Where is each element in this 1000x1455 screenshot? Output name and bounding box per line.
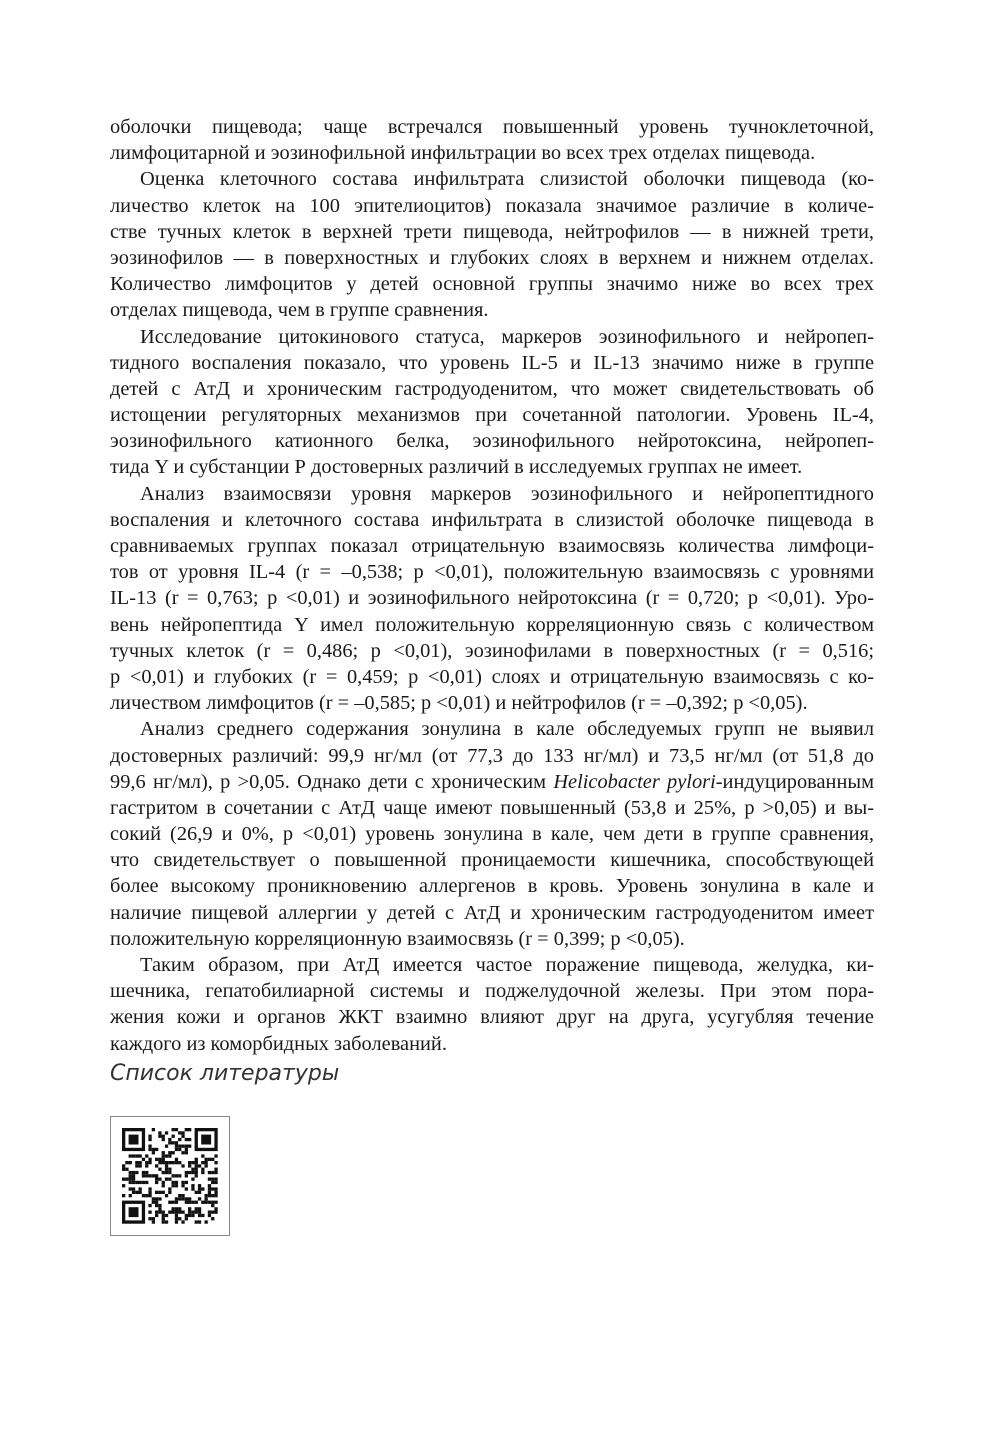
text-line: отделах пищевода, чем в группе сравнения. xyxy=(110,299,489,322)
qr-code-graphic xyxy=(111,1117,229,1235)
text-line: Таким образом, при АтД имеется частое поражение пищевода, желудка, ки- xyxy=(140,954,874,976)
text-line: эозинофильного катионного белка, эозинофильного нейротоксина, нейропеп- xyxy=(110,430,874,453)
text-line: тида Y и субстанции Р достоверных различий в исследуемых группах не имеет. xyxy=(110,456,803,479)
paragraph-3 xyxy=(110,324,874,481)
text-line: IL-13 (r = 0,763; p <0,01) и эозинофильного нейротоксина (r = 0,720; p <0,01). Уро- xyxy=(110,587,874,610)
text-line: Исследование цитокинового статуса, маркеров эозинофильного и нейропеп- xyxy=(140,325,874,348)
body-text xyxy=(110,114,874,1057)
text-line: p <0,01) и глубоких (r = 0,459; p <0,01) слоях и отрицательную взаимосвязь с ко- xyxy=(110,665,874,688)
text-line: истощении регуляторных механизмов при сочетанной патологии. Уровень IL-4, xyxy=(110,404,874,427)
text-line: достоверных различий: 99,9 нг/мл (от 77,3 до 133 нг/мл) и 73,5 нг/мл (от 51,8 до xyxy=(110,744,874,767)
text-line: жения кожи и органов ЖКТ взаимно влияют друг на друга, усугубляя течение xyxy=(110,1006,874,1029)
paragraph-2 xyxy=(110,166,874,323)
text-line: Количество лимфоцитов у детей основной группы значимо ниже во всех трех xyxy=(110,273,874,296)
text-line: каждого из коморбидных заболеваний. xyxy=(110,1032,447,1055)
text-segment: -индуцированным xyxy=(715,770,874,793)
text-line: стве тучных клеток в верхней трети пищевода, нейтрофилов — в нижней трети, xyxy=(110,220,874,243)
text-line: тов от уровня IL-4 (r = –0,538; p <0,01), положительную взаимосвязь с уровнями xyxy=(110,561,874,584)
text-line: тучных клеток (r = 0,486; p <0,01), эозинофилами в поверхностных (r = 0,516; xyxy=(110,639,874,662)
text-line: личеством лимфоцитов (r = –0,585; p <0,01) и нейтрофилов (r = –0,392; p <0,05). xyxy=(110,692,808,715)
text-line: более высокому проникновению аллергенов в кровь. Уровень зонулина в кале и xyxy=(110,875,874,898)
references-heading: Список литературы xyxy=(110,1061,340,1086)
text-line: гастритом в сочетании с АтД чаще имеют повышенный (53,8 и 25%, p >0,05) и вы- xyxy=(110,796,874,819)
qr-code-icon[interactable] xyxy=(110,1116,230,1236)
text-line: эозинофилов — в поверхностных и глубоких слоях в верхнем и нижнем отделах. xyxy=(110,246,874,269)
text-line: детей с АтД и хроническим гастродуоденитом, что может свидетельствовать об xyxy=(110,377,874,400)
paragraph-4 xyxy=(110,481,874,717)
text-line: личество клеток на 100 эпителиоцитов) показала значимое различие в количе- xyxy=(110,194,874,217)
text-line-with-italic xyxy=(110,769,874,795)
text-line: Оценка клеточного состава инфильтрата слизистой оболочки пищевода (ко- xyxy=(140,168,874,191)
paragraph-1 xyxy=(110,114,874,166)
text-line: лимфоцитарной и эозинофильной инфильтрации во всех трех отделах пищевода. xyxy=(110,142,816,165)
italic-term: Helicobacter pylori xyxy=(553,770,716,793)
text-line: тидного воспаления показало, что уровень IL-5 и IL-13 значимо ниже в группе xyxy=(110,351,874,374)
text-line: положительную корреляционную взаимосвязь (r = 0,399; p <0,05). xyxy=(110,927,685,950)
text-line: сокий (26,9 и 0%, p <0,01) уровень зонулина в кале, чем дети в группе сравнения, xyxy=(110,823,874,846)
text-line: Анализ взаимосвязи уровня маркеров эозинофильного и нейропептидного xyxy=(140,482,874,505)
text-line: что свидетельствует о повышенной проницаемости кишечника, способствующей xyxy=(110,849,874,872)
text-line: оболочки пищевода; чаще встречался повышенный уровень тучноклеточной, xyxy=(110,116,874,138)
text-line: вень нейропептида Y имел положительную корреляционную связь с количеством xyxy=(110,613,874,636)
text-line: воспаления и клеточного состава инфильтрата в слизистой оболочке пищевода в xyxy=(110,508,874,531)
text-line: Анализ среднего содержания зонулина в кале обследуемых групп не выявил xyxy=(140,718,874,741)
text-line: сравниваемых группах показал отрицательную взаимосвязь количества лимфоци- xyxy=(110,535,874,557)
paragraph-6 xyxy=(110,952,874,1057)
text-segment: 99,6 нг/мл), p >0,05. Однако дети с хроническим xyxy=(110,770,554,793)
text-line: шечника, гепатобилиарной системы и поджелудочной железы. При этом пора- xyxy=(110,980,874,1003)
text-line: наличие пищевой аллергии у детей с АтД и хроническим гастродуоденитом имеет xyxy=(110,901,874,924)
paragraph-5 xyxy=(110,716,874,952)
